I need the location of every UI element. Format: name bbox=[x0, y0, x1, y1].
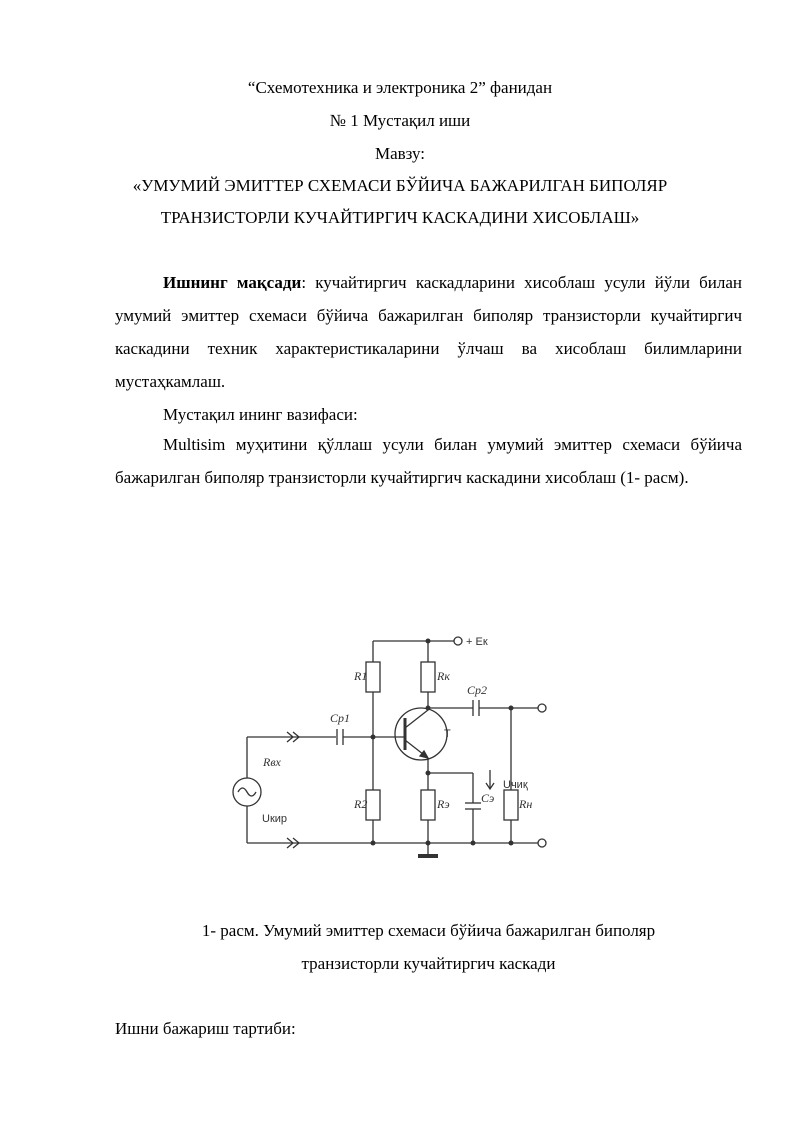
goal-paragraph bbox=[115, 266, 742, 398]
goal-label: Ишнинг мақсади bbox=[163, 273, 302, 292]
task-paragraph: Multisim муҳитини қўллаш усули билан умумий эмиттер схемаси бўйича бажарилган биполяр транзисторли кучайтиргич каскадини хисоблаш (1- расм). bbox=[115, 435, 742, 487]
output-terminal bbox=[538, 704, 546, 712]
r1-label: R1 bbox=[354, 669, 368, 683]
ground-terminal bbox=[538, 839, 546, 847]
resistor-rk bbox=[421, 662, 435, 692]
rload-label: Rн bbox=[519, 797, 533, 811]
topic-label: Мавзу: bbox=[374, 144, 426, 163]
title-line-2: ТРАНЗИСТОРЛИ КУЧАЙТИРГИЧ КАСКАДИНИ ХИСОБЛАШ» bbox=[160, 208, 640, 227]
cp2-label: Cp2 bbox=[467, 683, 488, 697]
rin-label: Rвх bbox=[263, 755, 281, 769]
work-number: № 1 Мустақил иши bbox=[329, 111, 471, 130]
resistor-re bbox=[421, 790, 435, 820]
resistor-rload bbox=[504, 790, 518, 820]
figure-caption-line-1: 1- расм. Умумий эмиттер схемаси бўйича бажарилган биполяр bbox=[201, 921, 656, 940]
goal-text: : кучайтиргич каскадларини хисоблаш усули йўли билан умумий эмиттер схемаси бўйича бажарилган биполяр транзисторли кучайтиргич каскадини техник характеристикаларини ўлчаш ва хисоблаш билимларини мустаҳкамлаш. bbox=[115, 273, 743, 391]
re-label: Rэ bbox=[437, 797, 450, 811]
supply-terminal bbox=[454, 637, 462, 645]
title-line-1: «УМУМИЙ ЭМИТТЕР СХЕМАСИ БЎЙИЧА БАЖАРИЛГАН БИПОЛЯР bbox=[132, 176, 668, 195]
procedure-heading: Ишни бажариш тартиби: bbox=[115, 1019, 296, 1038]
task-heading: Мустақил ининг вазифаси: bbox=[163, 405, 358, 424]
resistor-r2 bbox=[366, 790, 380, 820]
r2-label: R2 bbox=[354, 797, 368, 811]
uout-label: Uчиқ bbox=[503, 779, 528, 791]
subject-line: “Схемотехника и электроника 2” фанидан bbox=[247, 78, 553, 97]
cp1-label: Cp1 bbox=[330, 711, 351, 725]
rk-label: Rк bbox=[437, 669, 450, 683]
resistor-r1 bbox=[366, 662, 380, 692]
circuit-diagram bbox=[225, 630, 585, 870]
ce-label: Cэ bbox=[481, 791, 495, 805]
figure-caption-line-2: транзисторли кучайтиргич каскади bbox=[301, 954, 556, 973]
uin-label: Uкир bbox=[262, 813, 288, 825]
supply-label: + Eк bbox=[466, 636, 488, 648]
transistor-label: T bbox=[444, 728, 451, 740]
